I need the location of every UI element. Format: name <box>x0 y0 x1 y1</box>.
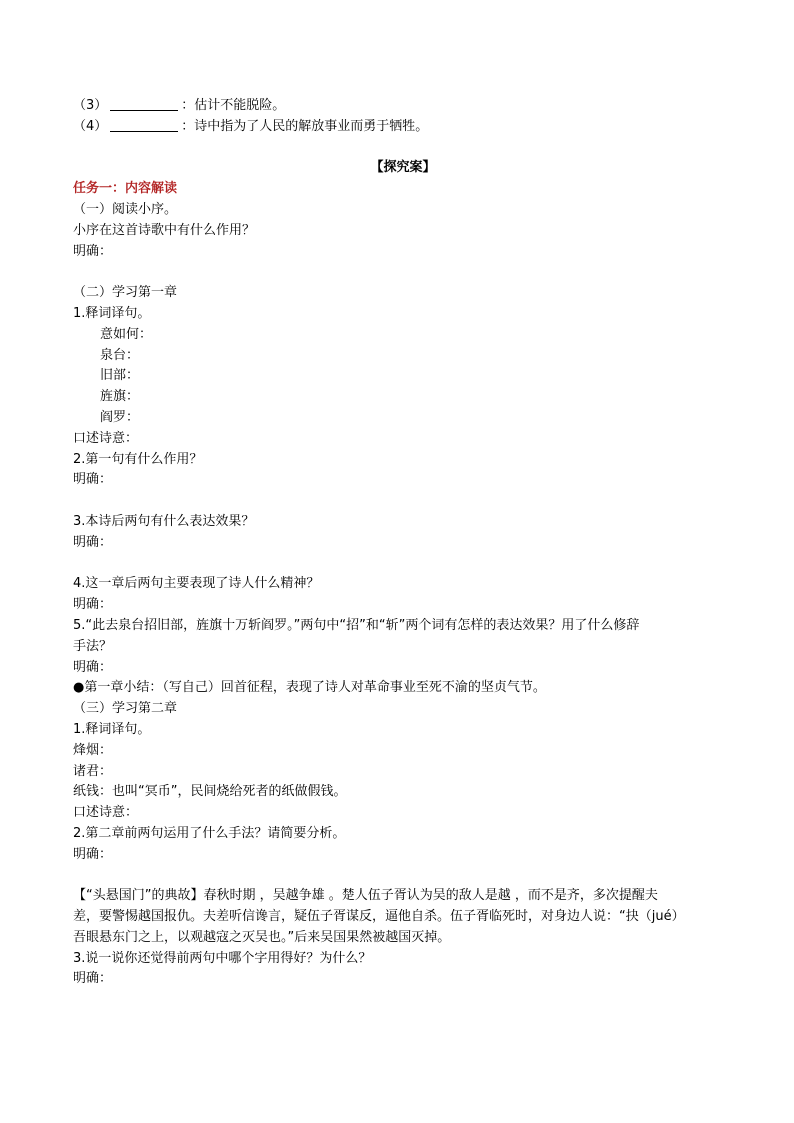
vocab-item: 意如何： <box>100 326 153 342</box>
question-number: （4） <box>73 118 108 134</box>
vocab-item: 纸钱：也叫“冥币”，民间烧给死者的纸做假钱。 <box>73 784 347 800</box>
question: 2.第二章前两句运用了什么手法？请简要分析。 <box>73 825 346 841</box>
oral-meaning: 口述诗意： <box>73 430 139 446</box>
answer-label: 明确： <box>73 534 113 550</box>
answer-label: 明确： <box>73 597 113 613</box>
oral-meaning: 口述诗意： <box>73 805 139 821</box>
answer-label: 明确： <box>73 846 113 862</box>
question: 1.释词译句。 <box>73 721 151 737</box>
chapter-summary: ●第一章小结：（写自己）回首征程，表现了诗人对革命事业至死不渝的坚贞气节。 <box>73 680 546 696</box>
story-text: 差，要警惕越国报仇。夫差听信谗言，疑伍子胥谋反，逼他自杀。伍子胥临死时，对身边人说：“抉（jué） <box>73 909 685 925</box>
story-text: 【“头悬国门”的典故】春秋时期 ，吴越争雄 。楚人伍子胥认为吴的敌人是越 ，而不是齐，多次提醒夫 <box>73 888 658 904</box>
part-heading: （一）阅读小序。 <box>73 201 178 217</box>
vocab-item: 旌旗： <box>100 389 140 405</box>
answer-blank[interactable] <box>110 96 178 111</box>
question: 5.“此去泉台招旧部，旌旗十万斩阎罗。”两句中“招”和“斩”两个词有怎样的表达效果？用了什么修辞 <box>73 617 640 633</box>
answer-blank[interactable] <box>110 117 178 132</box>
question: 3.说一说你还觉得前两句中哪个字用得好？为什么？ <box>73 950 372 966</box>
vocab-item: 旧部： <box>100 368 140 384</box>
task-heading: 任务一：内容解读 <box>73 181 178 197</box>
vocab-item: 阎罗： <box>100 409 140 425</box>
question-text: ：估计不能脱险。 <box>181 98 286 113</box>
story-text: 吾眼悬东门之上，以观越寇之灭吴也。”后来吴国果然被越国灭掉。 <box>73 929 451 945</box>
fill-question-4 <box>73 117 733 138</box>
vocab-item: 泉台： <box>100 347 140 363</box>
question-number: （3） <box>73 98 108 113</box>
question: 1.释词译句。 <box>73 305 151 321</box>
question-text: ：诗中指为了人民的解放事业而勇于牺牲。 <box>181 118 429 134</box>
vocab-item: 烽烟： <box>73 742 113 758</box>
answer-label: 明确： <box>73 971 113 987</box>
answer-label: 明确： <box>73 472 113 488</box>
answer-label: 明确： <box>73 659 113 675</box>
part-heading: （三）学习第二章 <box>73 701 178 717</box>
section-title: 【探究案】 <box>370 160 436 176</box>
part-heading: （二）学习第一章 <box>73 285 178 301</box>
question: 4.这一章后两句主要表现了诗人什么精神？ <box>73 576 320 592</box>
question: 2.第一句有什么作用？ <box>73 451 203 467</box>
fill-question-3 <box>73 96 733 117</box>
question: 3.本诗后两句有什么表达效果？ <box>73 513 255 529</box>
answer-label: 明确： <box>73 243 113 259</box>
question: 小序在这首诗歌中有什么作用？ <box>73 222 256 238</box>
worksheet-content <box>73 96 733 990</box>
vocab-item: 诸君： <box>73 763 113 779</box>
question-continued: 手法？ <box>73 638 113 654</box>
